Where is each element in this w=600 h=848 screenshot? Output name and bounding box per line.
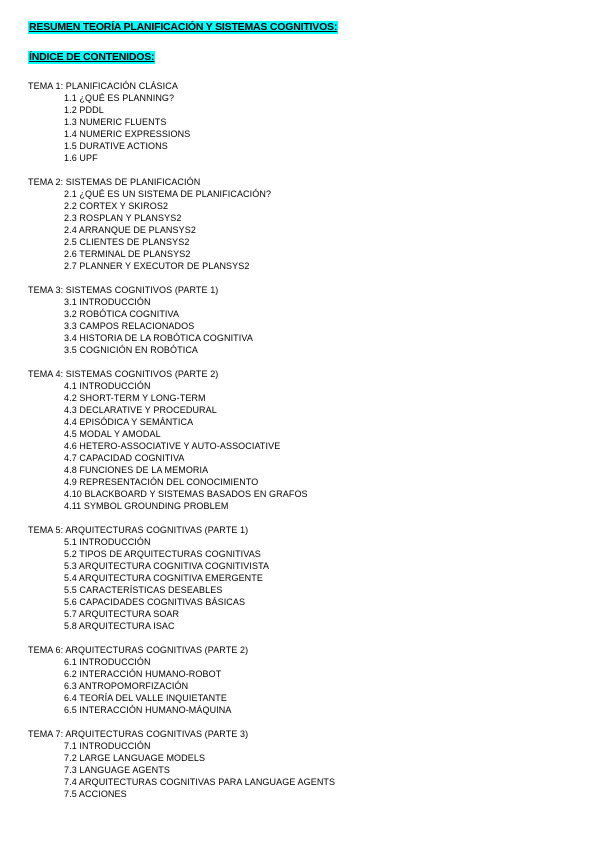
subsection-item: 3.4 HISTORIA DE LA ROBÓTICA COGNITIVA — [64, 333, 253, 343]
subsection-item: 4.5 MODAL Y AMODAL — [64, 429, 161, 439]
tema-subsections — [28, 536, 588, 632]
subsection-item: 4.3 DECLARATIVE Y PROCEDURAL — [64, 405, 217, 415]
subsection-item: 5.8 ARQUITECTURA ISAC — [64, 621, 175, 631]
subsection-item: 2.1 ¿QUÉ ES UN SISTEMA DE PLANIFICACIÓN? — [64, 189, 272, 199]
subsection-item: 7.2 LARGE LANGUAGE MODELS — [64, 753, 206, 763]
subsection-item: 2.2 CORTEX Y SKIROS2 — [64, 201, 169, 211]
table-of-contents — [28, 80, 588, 812]
tema-title: TEMA 1: PLANIFICACIÓN CLÁSICA — [28, 81, 178, 91]
subsection-item: 4.1 INTRODUCCIÓN — [64, 381, 151, 391]
subsection-item: 5.4 ARQUITECTURA COGNITIVA EMERGENTE — [64, 573, 263, 583]
tema-subsections — [28, 92, 588, 164]
subsection-item: 6.5 INTERACCIÓN HUMANO-MÁQUINA — [64, 705, 232, 715]
tema-subsections — [28, 380, 588, 512]
tema-section — [28, 284, 588, 356]
subsection-item: 1.6 UPF — [64, 153, 98, 163]
subsection-item: 7.4 ARQUITECTURAS COGNITIVAS PARA LANGUAGE AGENTS — [64, 777, 336, 787]
subsection-item: 7.5 ACCIONES — [64, 789, 127, 799]
subsection-item: 5.3 ARQUITECTURA COGNITIVA COGNITIVISTA — [64, 561, 270, 571]
tema-title: TEMA 2: SISTEMAS DE PLANIFICACIÓN — [28, 177, 201, 187]
tema-subsections — [28, 188, 588, 272]
subsection-item: 4.7 CAPACIDAD COGNITIVA — [64, 453, 185, 463]
tema-title: TEMA 5: ARQUITECTURAS COGNITIVAS (PARTE 1) — [28, 525, 249, 535]
subsection-item: 4.6 HETERO-ASSOCIATIVE Y AUTO-ASSOCIATIVE — [64, 441, 281, 451]
subsection-item: 5.6 CAPACIDADES COGNITIVAS BÁSICAS — [64, 597, 246, 607]
subsection-item: 1.3 NUMERIC FLUENTS — [64, 117, 167, 127]
subsection-item: 3.5 COGNICIÓN EN ROBÓTICA — [64, 345, 199, 355]
subsection-item: 5.5 CARACTERÍSTICAS DESEABLES — [64, 585, 223, 595]
tema-section — [28, 176, 588, 272]
subsection-item: 4.10 BLACKBOARD Y SISTEMAS BASADOS EN GRAFOS — [64, 489, 308, 499]
subsection-item: 2.4 ARRANQUE DE PLANSYS2 — [64, 225, 196, 235]
subsection-item: 5.1 INTRODUCCIÓN — [64, 537, 151, 547]
subsection-item: 2.6 TERMINAL DE PLANSYS2 — [64, 249, 191, 259]
subsection-item: 1.4 NUMERIC EXPRESSIONS — [64, 129, 191, 139]
tema-title: TEMA 6: ARQUITECTURAS COGNITIVAS (PARTE 2) — [28, 645, 249, 655]
document-title: RESUMEN TEORÍA PLANIFICACIÓN Y SISTEMAS COGNITIVOS: — [29, 21, 338, 33]
subsection-item: 3.1 INTRODUCCIÓN — [64, 297, 151, 307]
index-heading: ÍNDICE DE CONTENIDOS: — [29, 51, 155, 63]
subsection-item: 6.1 INTRODUCCIÓN — [64, 657, 151, 667]
subsection-item: 4.2 SHORT-TERM Y LONG-TERM — [64, 393, 206, 403]
tema-subsections — [28, 296, 588, 356]
subsection-item: 3.3 CAMPOS RELACIONADOS — [64, 321, 195, 331]
tema-section — [28, 524, 588, 632]
tema-title: TEMA 3: SISTEMAS COGNITIVOS (PARTE 1) — [28, 285, 219, 295]
tema-section — [28, 80, 588, 164]
subsection-item: 2.5 CLIENTES DE PLANSYS2 — [64, 237, 190, 247]
subsection-item: 5.2 TIPOS DE ARQUITECTURAS COGNITIVAS — [64, 549, 261, 559]
tema-section — [28, 644, 588, 716]
subsection-item: 1.2 PDDL — [64, 105, 104, 115]
tema-subsections — [28, 740, 588, 800]
subsection-item: 7.1 INTRODUCCIÓN — [64, 741, 151, 751]
tema-section — [28, 368, 588, 512]
subsection-item: 6.2 INTERACCIÓN HUMANO-ROBOT — [64, 669, 222, 679]
subsection-item: 7.3 LANGUAGE AGENTS — [64, 765, 170, 775]
tema-subsections — [28, 656, 588, 716]
subsection-item: 1.1 ¿QUÉ ES PLANNING? — [64, 93, 175, 103]
tema-section — [28, 728, 588, 800]
tema-title: TEMA 4: SISTEMAS COGNITIVOS (PARTE 2) — [28, 369, 219, 379]
tema-title: TEMA 7: ARQUITECTURAS COGNITIVAS (PARTE 3) — [28, 729, 249, 739]
subsection-item: 5.7 ARQUITECTURA SOAR — [64, 609, 180, 619]
subsection-item: 6.3 ANTROPOMORFIZACIÓN — [64, 681, 189, 691]
subsection-item: 4.8 FUNCIONES DE LA MEMORIA — [64, 465, 209, 475]
subsection-item: 4.11 SYMBOL GROUNDING PROBLEM — [64, 501, 229, 511]
subsection-item: 4.4 EPISÓDICA Y SEMÁNTICA — [64, 417, 194, 427]
subsection-item: 1.5 DURATIVE ACTIONS — [64, 141, 168, 151]
subsection-item: 3.2 ROBÓTICA COGNITIVA — [64, 309, 180, 319]
subsection-item: 2.7 PLANNER Y EXECUTOR DE PLANSYS2 — [64, 261, 250, 271]
subsection-item: 6.4 TEORÍA DEL VALLE INQUIETANTE — [64, 693, 227, 703]
subsection-item: 4.9 REPRESENTACIÓN DEL CONOCIMIENTO — [64, 477, 259, 487]
subsection-item: 2.3 ROSPLAN Y PLANSYS2 — [64, 213, 182, 223]
